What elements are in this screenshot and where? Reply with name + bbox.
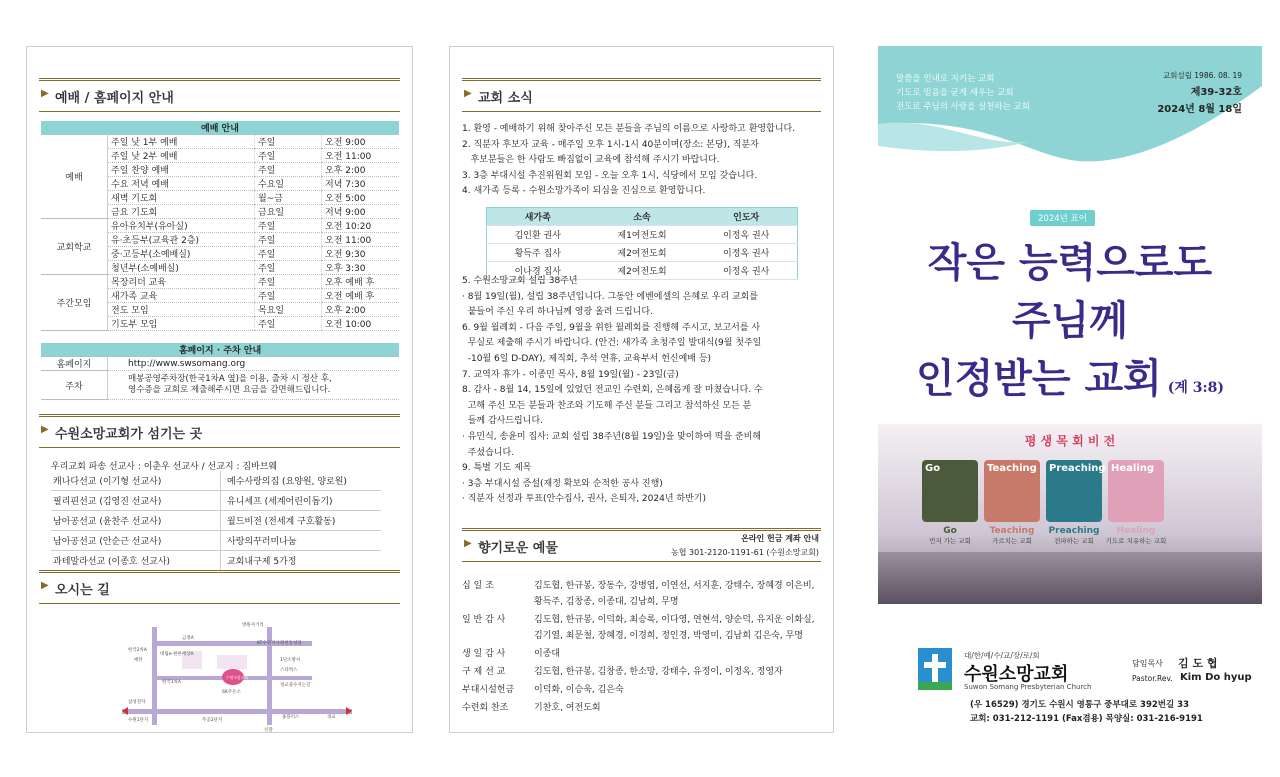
map-label: 수원소망교회 [226, 675, 249, 680]
table-cell: 이정옥 권사 [695, 262, 797, 280]
vision-caption-ko: 가르치는 교회 [992, 537, 1032, 545]
table-row [41, 275, 399, 289]
vision-caption-en: Preaching [1048, 526, 1100, 536]
map-label: 신갈 [264, 728, 273, 733]
mission-cell: 유니세프 (세계어린이돕기) [221, 491, 382, 511]
news-item: 2. 직분자 후보자 교육 - 매주일 오후 1시-1시 40분이며(장소: 본당), 직분자 [462, 139, 759, 150]
offering-type: 생 일 감 사 [462, 649, 506, 659]
news-item: 들께 감사드립니다. [462, 416, 543, 427]
section-header-mission [39, 414, 400, 448]
schedule-name: 주일 낮 2부 예배 [108, 149, 255, 163]
pastor-label: 담임목사 [1132, 659, 1163, 668]
group-label: 교회학교 [41, 219, 108, 275]
offering-type: 수련회 찬조 [462, 703, 509, 713]
schedule-day: 주일 [255, 261, 322, 275]
column-header: 소속 [589, 208, 696, 226]
parking-text: 매봉공영주차장(한국1차A 옆)을 이용, 출차 시 정산 후, [128, 374, 332, 384]
table-row [41, 135, 399, 149]
founded-date: 교회설립 1986. 08. 19 [1162, 71, 1242, 80]
offering-type: 부대시설헌금 [462, 685, 515, 695]
offering-names: 이덕화, 이승욱, 김은숙 [534, 685, 624, 695]
news-list [462, 274, 824, 508]
offering-names: 김도협, 한규봉, 김창종, 한소망, 강태수, 유정이, 이정옥, 정영자 [534, 667, 783, 677]
triangle-icon: ▶ [464, 88, 472, 99]
schedule-name: 새가족 교육 [108, 289, 255, 303]
schedule-name: 중·고등부(소예배실) [108, 247, 255, 261]
schedule-name: 금요 기도회 [108, 205, 255, 219]
vision-card [984, 460, 1040, 522]
section-header-news [462, 78, 821, 112]
parking-label: 주차 [41, 371, 108, 400]
schedule-name: 청년부(소예배실) [108, 261, 255, 275]
offering-names: 이종대 [534, 649, 561, 659]
theme-line: 인정받는 교회 [915, 355, 1162, 402]
motto: 말씀을 인내로 지키는 교회 [896, 74, 995, 84]
table-title: 홈페이지 · 주차 안내 [41, 343, 399, 357]
schedule-name: 주일 찬양 예배 [108, 163, 255, 177]
table-cell: 김인환 권사 [487, 226, 589, 244]
schedule-name: 수요 저녁 예배 [108, 177, 255, 191]
vision-card-en: Teaching [987, 463, 1037, 474]
map-label: 방원사거리 [242, 623, 264, 628]
schedule-day: 주일 [255, 219, 322, 233]
news-item: -10월 6일 D-DAY), 제직회, 추석 연휴, 교육부서 헌신예배 등) [462, 353, 712, 364]
vision-card-en: Healing [1111, 463, 1155, 474]
schedule-day: 주일 [255, 149, 322, 163]
bulletin-date: 2024년 8월 18일 [1157, 104, 1242, 115]
schedule-time: 오전 10:00 [322, 317, 400, 331]
table-row [51, 531, 381, 551]
schedule-time: 오전 예배 후 [322, 289, 400, 303]
panel-worship [26, 46, 413, 733]
vision-card [922, 460, 978, 522]
table-row [462, 611, 824, 645]
mission-cell: 캐나다선교 (이기형 선교사) [51, 471, 221, 491]
mission-cell: 필리핀선교 (김영진 선교사) [51, 491, 221, 511]
news-item: 6. 9월 월례회 - 다음 주일, 9월을 위한 월례회를 진행해 주시고, 보고서를 사 [462, 322, 761, 333]
offering-type: 구 제 선 교 [462, 667, 506, 677]
schedule-day: 주일 [255, 289, 322, 303]
directions-map [122, 621, 352, 733]
vision-caption-en: Healing [1116, 526, 1156, 536]
news-item: · 직분자 선정과 투표(안수집사, 권사, 은퇴자, 2024년 하반기) [462, 494, 706, 505]
mission-table [51, 471, 381, 571]
news-item: · 3층 부대시설 증설(재정 확보와 순적한 공사 진행) [462, 478, 663, 489]
theme-line: 주님께 [1012, 297, 1128, 344]
table-row [462, 699, 824, 717]
vision-caption-en: Go [943, 526, 957, 536]
church-address: (우 16529) 경기도 수원시 영통구 중부대로 392번길 33 [970, 700, 1190, 710]
mission-header: 우리교회 파송 선교사 : 이춘우 선교사 / 선교지 : 짐바브웨 [51, 462, 278, 472]
schedule-name: 전도 모임 [108, 303, 255, 317]
mission-cell: 남아공선교 (윤찬주 선교사) [51, 511, 221, 531]
news-item: 주셨습니다. [462, 447, 515, 458]
schedule-day: 금요일 [255, 205, 322, 219]
schedule-name: 유·초등부(교육관 2층) [108, 233, 255, 247]
map-label: 경교 [327, 715, 336, 720]
schedule-time: 저녁 9:00 [322, 205, 400, 219]
pastor-name: 김 도 협 [1178, 657, 1218, 670]
map-label: 삼성전자 [128, 700, 146, 705]
news-list [462, 122, 824, 200]
column-header: 새가족 [487, 208, 589, 226]
map-label: SK주유소 [222, 690, 241, 695]
news-item: 3. 3층 부대시설 추진위원회 모임 - 오늘 오후 1시, 식당에서 모임 갖습니다. [462, 170, 758, 181]
section-title: 예배 / 홈페이지 안내 [55, 91, 174, 106]
worship-table [41, 121, 399, 331]
table-row [462, 645, 824, 663]
vision-caption-ko: 전파하는 교회 [1054, 537, 1094, 545]
table-row [462, 663, 824, 681]
section-header-offering [462, 528, 821, 562]
section-title: 오시는 길 [55, 583, 110, 598]
table-row [51, 471, 381, 491]
map-label: 매탄 [134, 658, 143, 663]
table-cell: 이정옥 권사 [695, 244, 797, 262]
table-cell: 황득주 집사 [487, 244, 589, 262]
triangle-icon: ▶ [464, 538, 472, 549]
schedule-time: 저녁 7:30 [322, 177, 400, 191]
theme-line: 작은 능력으로도 [927, 239, 1213, 286]
vision-card [1046, 460, 1106, 522]
schedule-name: 새벽 기도회 [108, 191, 255, 205]
church-logo [918, 648, 952, 690]
church-name-en: Suwon Somang Presbyterian Church [964, 683, 1092, 691]
news-item: 5. 수원소망교회 설립 38주년 [462, 276, 578, 286]
offering-names: 김도협, 한규봉, 장동수, 강병엽, 이연선, 서지훈, 강태수, 장혜경 이은비, 황득주, 김창종, 이종대, 김남희, 무명 [534, 581, 815, 607]
news-item: 8. 감사 - 8월 14, 15일에 있었던 전교인 수련회, 은혜롭게 잘 마쳤습니다. 수 [462, 385, 763, 396]
vision-card [1108, 460, 1164, 522]
vision-caption-en: Teaching [989, 526, 1035, 536]
triangle-icon: ▶ [41, 580, 49, 591]
vision-caption-ko: 기도로 치유하는 교회 [1105, 537, 1167, 545]
schedule-day: 주일 [255, 247, 322, 261]
schedule-day: 목요일 [255, 303, 322, 317]
map-label: 홈플러스 [282, 715, 300, 720]
section-header-directions [39, 570, 400, 604]
schedule-day: 주일 [255, 135, 322, 149]
table-cell: 제2여전도회 [589, 244, 696, 262]
offering-type: 십 일 조 [462, 581, 494, 591]
schedule-day: 주일 [255, 275, 322, 289]
table-row [487, 226, 798, 244]
table-row [51, 511, 381, 531]
panel-cover [878, 46, 1262, 733]
offering-type: 일 반 감 사 [462, 615, 506, 625]
mission-cell: 사랑의꾸러미나눔 [221, 531, 382, 551]
schedule-time: 오후 2:00 [322, 163, 400, 177]
homepage-label: 홈페이지 [41, 357, 108, 371]
map-label: 경교중수지는길 [280, 683, 311, 688]
schedule-time: 오후 예배 후 [322, 275, 400, 289]
schedule-time: 오전 11:00 [322, 233, 400, 247]
table-row [51, 551, 381, 571]
schedule-day: 주일 [255, 163, 322, 177]
news-item: 4. 새가족 등록 - 수원소망가족이 되심을 진심으로 환영합니다. [462, 186, 706, 197]
parking-text: 영수증을 교회로 제출해주시면 요금을 감면해드립니다. [128, 385, 331, 395]
schedule-time: 오전 9:00 [322, 135, 400, 149]
mission-cell: 과테말라선교 (이종호 선교사) [51, 551, 221, 571]
section-title: 교회 소식 [478, 91, 533, 106]
vision-card-en: Preaching [1049, 463, 1106, 474]
homepage-table [41, 343, 399, 400]
account-number: 농협 301-2120-1191-61 (수원소망교회) [671, 548, 819, 557]
table-cell: 이나경 집사 [487, 262, 589, 280]
news-item: 1. 환영 - 예배하기 위해 찾아주신 모든 분들을 주님의 이름으로 사랑하고 환영합니다. [462, 124, 796, 134]
panel-news [449, 46, 834, 733]
news-item: 7. 교역자 휴가 - 이종민 목사, 8월 19일(월) - 23일(금) [462, 369, 679, 380]
pastor-name-en: Kim Do hyup [1180, 672, 1252, 683]
mission-cell: 예수사랑의집 (요양원, 양로원) [221, 471, 382, 491]
map-label: 대림e-편한세상A [160, 652, 194, 657]
schedule-time: 오전 5:00 [322, 191, 400, 205]
schedule-time: 오후 3:30 [322, 261, 400, 275]
mission-cell: 남아공선교 (안순근 선교사) [51, 531, 221, 551]
column-header: 인도자 [695, 208, 797, 226]
account-title: 온라인 헌금 계좌 안내 [741, 534, 819, 543]
map-label: KT수원지사 [257, 641, 280, 646]
schedule-time: 오전 10:20 [322, 219, 400, 233]
vision-caption [978, 526, 1046, 545]
news-item: 9. 특별 기도 제목 [462, 463, 532, 474]
table-cell: 제1여전도회 [589, 226, 696, 244]
vision-title: 평 생 목 회 비 전 [1024, 434, 1116, 448]
group-label: 예배 [41, 135, 108, 219]
issue-number: 제39-32호 [1190, 87, 1242, 98]
triangle-icon: ▶ [41, 424, 49, 435]
table-header-row [487, 208, 798, 226]
schedule-name: 기도부 모임 [108, 317, 255, 331]
map-label: 1단소방서 [280, 658, 301, 663]
vision-caption [1102, 526, 1170, 545]
news-item: 고해 주신 모든 분들과 찬조와 기도해 주신 분들 그리고 참석하신 모든 분 [462, 400, 752, 411]
table-cell: 이정옥 권사 [695, 226, 797, 244]
schedule-name: 주일 낮 1부 예배 [108, 135, 255, 149]
map-label: 수원1단지 [128, 718, 149, 723]
denomination: 대/한/예/수/교/장/로/회 [964, 651, 1040, 660]
table-row [487, 244, 798, 262]
table-title: 예배 안내 [41, 121, 399, 135]
schedule-time: 오전 11:00 [322, 149, 400, 163]
schedule-time: 오후 2:00 [322, 303, 400, 317]
table-row [51, 491, 381, 511]
news-item: · 유민식, 송윤미 집사: 교회 설립 38주년(8월 19일)을 맞이하여 떡을 준비해 [462, 431, 762, 442]
mission-cell: 월드비전 (전세계 구호활동) [221, 511, 382, 531]
new-family-table [486, 207, 798, 280]
table-row [462, 681, 824, 699]
map-label: 금정A [182, 636, 194, 641]
church-phone: 교회: 031-212-1191 (Fax겸용) 목양실: 031-216-9191 [970, 714, 1203, 724]
offering-table [462, 577, 824, 717]
schedule-name: 유아유치부(유아실) [108, 219, 255, 233]
news-item: 후보분들은 한 사람도 빠짐없이 교육에 참석해 주시기 바랍니다. [462, 155, 720, 166]
pastor-en-label: Pastor.Rev. [1132, 674, 1173, 683]
homepage-url[interactable]: http://www.swsomang.org [108, 357, 400, 371]
map-label: 한국2차A [128, 648, 147, 653]
table-row [462, 577, 824, 611]
map-label: 주공2단지 [202, 718, 223, 723]
news-item: · 8월 19일(월), 설립 38주년입니다. 그동안 에벤에셀의 은혜로 우리 교회를 [462, 291, 759, 302]
group-label: 주간모임 [41, 275, 108, 331]
section-header-worship [39, 78, 400, 112]
section-title: 향기로운 예물 [478, 541, 558, 556]
offering-names: 김도협, 한규봉, 이덕화, 최승록, 이다영, 연현석, 양순덕, 유지운 이화실, 김기열, 최문철, 장혜경, 이경희, 정인경, 박영미, 김남희 김은숙, 무명 [534, 615, 815, 641]
map-label: 원천동성당 [280, 641, 302, 646]
mission-cell: 교회내구제 5가정 [221, 551, 382, 571]
news-item: 붙들어 주신 우리 하나님께 영광 올려 드립니다. [462, 307, 653, 318]
map-label: 한국1차A [162, 680, 181, 685]
schedule-day: 수요일 [255, 177, 322, 191]
church-name: 수원소망교회 [964, 664, 1069, 685]
vision-caption [1040, 526, 1108, 545]
vision-caption [916, 526, 984, 545]
triangle-icon: ▶ [41, 88, 49, 99]
table-row [41, 219, 399, 233]
news-item: 무실로 제출해 주시기 바랍니다. (안건: 새가족 초청주일 발대식(9월 첫주일 [462, 338, 762, 349]
section-title: 수원소망교회가 섬기는 곳 [55, 427, 203, 442]
schedule-day: 주일 [255, 233, 322, 247]
schedule-day: 월~금 [255, 191, 322, 205]
vision-photo [878, 424, 1262, 604]
schedule-name: 목장리더 교육 [108, 275, 255, 289]
vision-caption-ko: 먼저 가는 교회 [929, 537, 971, 545]
vision-card-en: Go [925, 463, 941, 474]
table-cell: 제2여전도회 [589, 262, 696, 280]
schedule-time: 오전 9:30 [322, 247, 400, 261]
theme-badge: 2024년 표어 [1030, 210, 1095, 226]
schedule-day: 주일 [255, 317, 322, 331]
map-label: 스타벅스 [280, 668, 298, 673]
motto: 전도로 주님의 사랑을 실천하는 교회 [896, 102, 1030, 112]
motto: 기도로 믿음을 굳게 세우는 교회 [896, 88, 1014, 98]
offering-names: 기찬호, 여전도회 [534, 703, 601, 713]
theme-reference: (계 3:8) [1167, 380, 1225, 396]
